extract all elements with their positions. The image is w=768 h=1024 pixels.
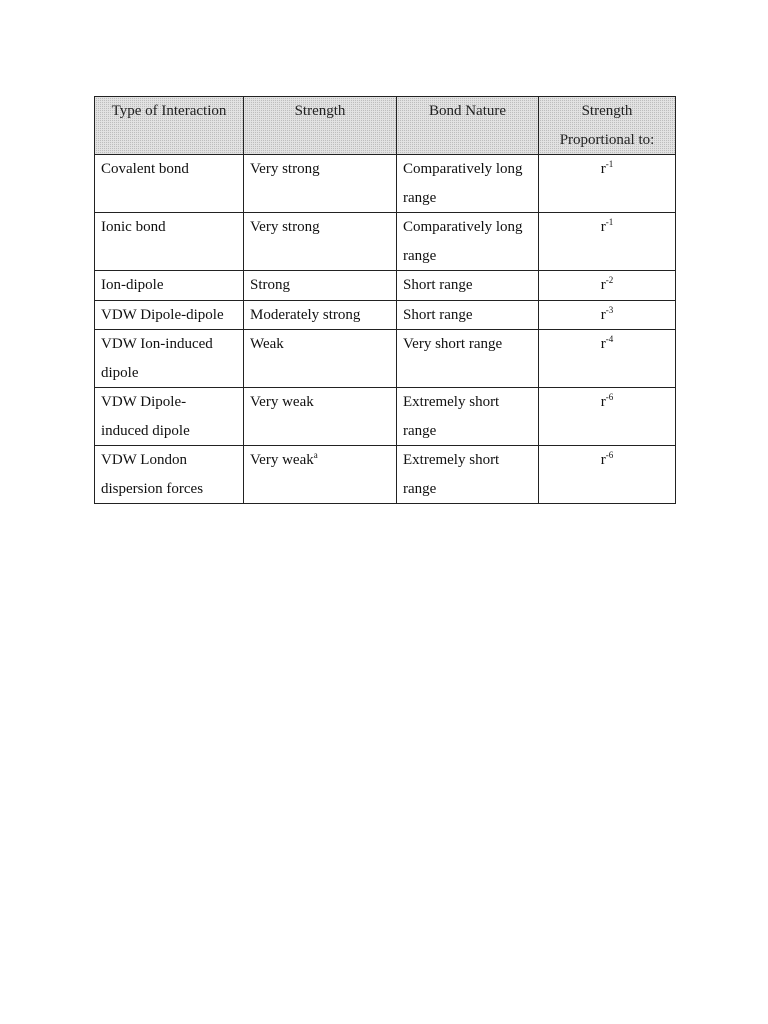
- table-row: [95, 271, 676, 301]
- bond-nature-text-line: Comparatively long: [403, 161, 523, 177]
- cell-strength-proportional-to: [539, 155, 676, 213]
- distance-exponent: -6: [605, 450, 614, 460]
- cell-type-of-interaction: [95, 300, 244, 330]
- header-bond-nature: Bond Nature: [397, 97, 539, 155]
- distance-symbol: r: [600, 452, 606, 468]
- cell-type-of-interaction: [95, 388, 244, 446]
- header-strength-proportional-to: [539, 97, 676, 155]
- distance-exponent: -6: [605, 392, 614, 402]
- type-text-line: Ionic bond: [101, 219, 166, 235]
- cell-strength: [244, 330, 397, 388]
- strength-text: Very strong: [250, 161, 320, 177]
- strength-text: Very weak: [250, 394, 314, 410]
- distance-symbol: r: [600, 277, 606, 293]
- type-text-line: VDW London: [101, 452, 187, 468]
- bond-nature-text-line: range: [403, 422, 437, 439]
- cell-strength: [244, 388, 397, 446]
- header-strength: Strength: [244, 97, 397, 155]
- cell-bond-nature: [397, 155, 539, 213]
- cell-strength-proportional-to: [539, 213, 676, 271]
- cell-strength: [244, 300, 397, 330]
- cell-strength: [244, 155, 397, 213]
- type-text-line: VDW Dipole-dipole: [101, 306, 224, 323]
- bond-nature-text-line: Short range: [403, 306, 473, 323]
- cell-type-of-interaction: [95, 446, 244, 504]
- distance-symbol: r: [600, 306, 606, 323]
- header-proportional-line-2: Proportional to:: [559, 131, 655, 148]
- bond-nature-text-line: Short range: [403, 277, 473, 293]
- table-body: [95, 155, 676, 504]
- bond-nature-text-line: Comparatively long: [403, 219, 523, 235]
- cell-bond-nature: [397, 300, 539, 330]
- type-text-line: dispersion forces: [101, 480, 204, 497]
- cell-strength-proportional-to: [539, 330, 676, 388]
- cell-type-of-interaction: [95, 271, 244, 301]
- type-text-line: VDW Dipole-: [101, 394, 187, 410]
- bond-nature-text-line: range: [403, 480, 437, 497]
- table-row: [95, 300, 676, 330]
- type-text-line: induced dipole: [101, 422, 190, 439]
- header-proportional-line-1: Strength: [581, 103, 633, 119]
- cell-type-of-interaction: [95, 213, 244, 271]
- interaction-strength-table: [94, 96, 676, 504]
- distance-symbol: r: [600, 394, 606, 410]
- distance-symbol: r: [600, 161, 606, 177]
- table-row: [95, 388, 676, 446]
- cell-bond-nature: [397, 330, 539, 388]
- bond-nature-text-line: Extremely short: [403, 394, 500, 410]
- footnote-marker: a: [313, 450, 318, 460]
- table-row: [95, 155, 676, 213]
- table-row: [95, 213, 676, 271]
- distance-exponent: -3: [605, 304, 614, 315]
- type-text-line: Covalent bond: [101, 161, 189, 177]
- distance-exponent: -1: [605, 217, 614, 227]
- distance-symbol: r: [600, 219, 606, 235]
- cell-strength: [244, 213, 397, 271]
- cell-bond-nature: [397, 446, 539, 504]
- strength-text: Very weak: [250, 452, 314, 468]
- bond-nature-text-line: Very short range: [403, 336, 503, 352]
- distance-symbol: r: [600, 336, 606, 352]
- distance-exponent: -2: [605, 275, 614, 285]
- cell-strength: [244, 271, 397, 301]
- cell-strength: [244, 446, 397, 504]
- table-row: [95, 446, 676, 504]
- type-text-line: VDW Ion-induced: [101, 336, 213, 352]
- bond-nature-text-line: Extremely short: [403, 452, 500, 468]
- table-header-row: [95, 97, 676, 155]
- strength-text: Moderately strong: [250, 306, 361, 323]
- cell-strength-proportional-to: [539, 388, 676, 446]
- strength-text: Weak: [250, 336, 284, 352]
- cell-bond-nature: [397, 271, 539, 301]
- cell-bond-nature: [397, 388, 539, 446]
- type-text-line: dipole: [101, 364, 139, 381]
- table-row: [95, 330, 676, 388]
- bond-nature-text-line: range: [403, 189, 437, 206]
- header-type-of-interaction: Type of Interaction: [95, 97, 244, 155]
- cell-strength-proportional-to: [539, 300, 676, 330]
- cell-strength-proportional-to: [539, 271, 676, 301]
- strength-text: Strong: [250, 277, 291, 293]
- strength-text: Very strong: [250, 219, 320, 235]
- type-text-line: Ion-dipole: [101, 277, 164, 293]
- cell-type-of-interaction: [95, 330, 244, 388]
- cell-strength-proportional-to: [539, 446, 676, 504]
- cell-type-of-interaction: [95, 155, 244, 213]
- bond-nature-text-line: range: [403, 247, 437, 264]
- cell-bond-nature: [397, 213, 539, 271]
- distance-exponent: -4: [605, 334, 614, 344]
- distance-exponent: -1: [605, 159, 614, 169]
